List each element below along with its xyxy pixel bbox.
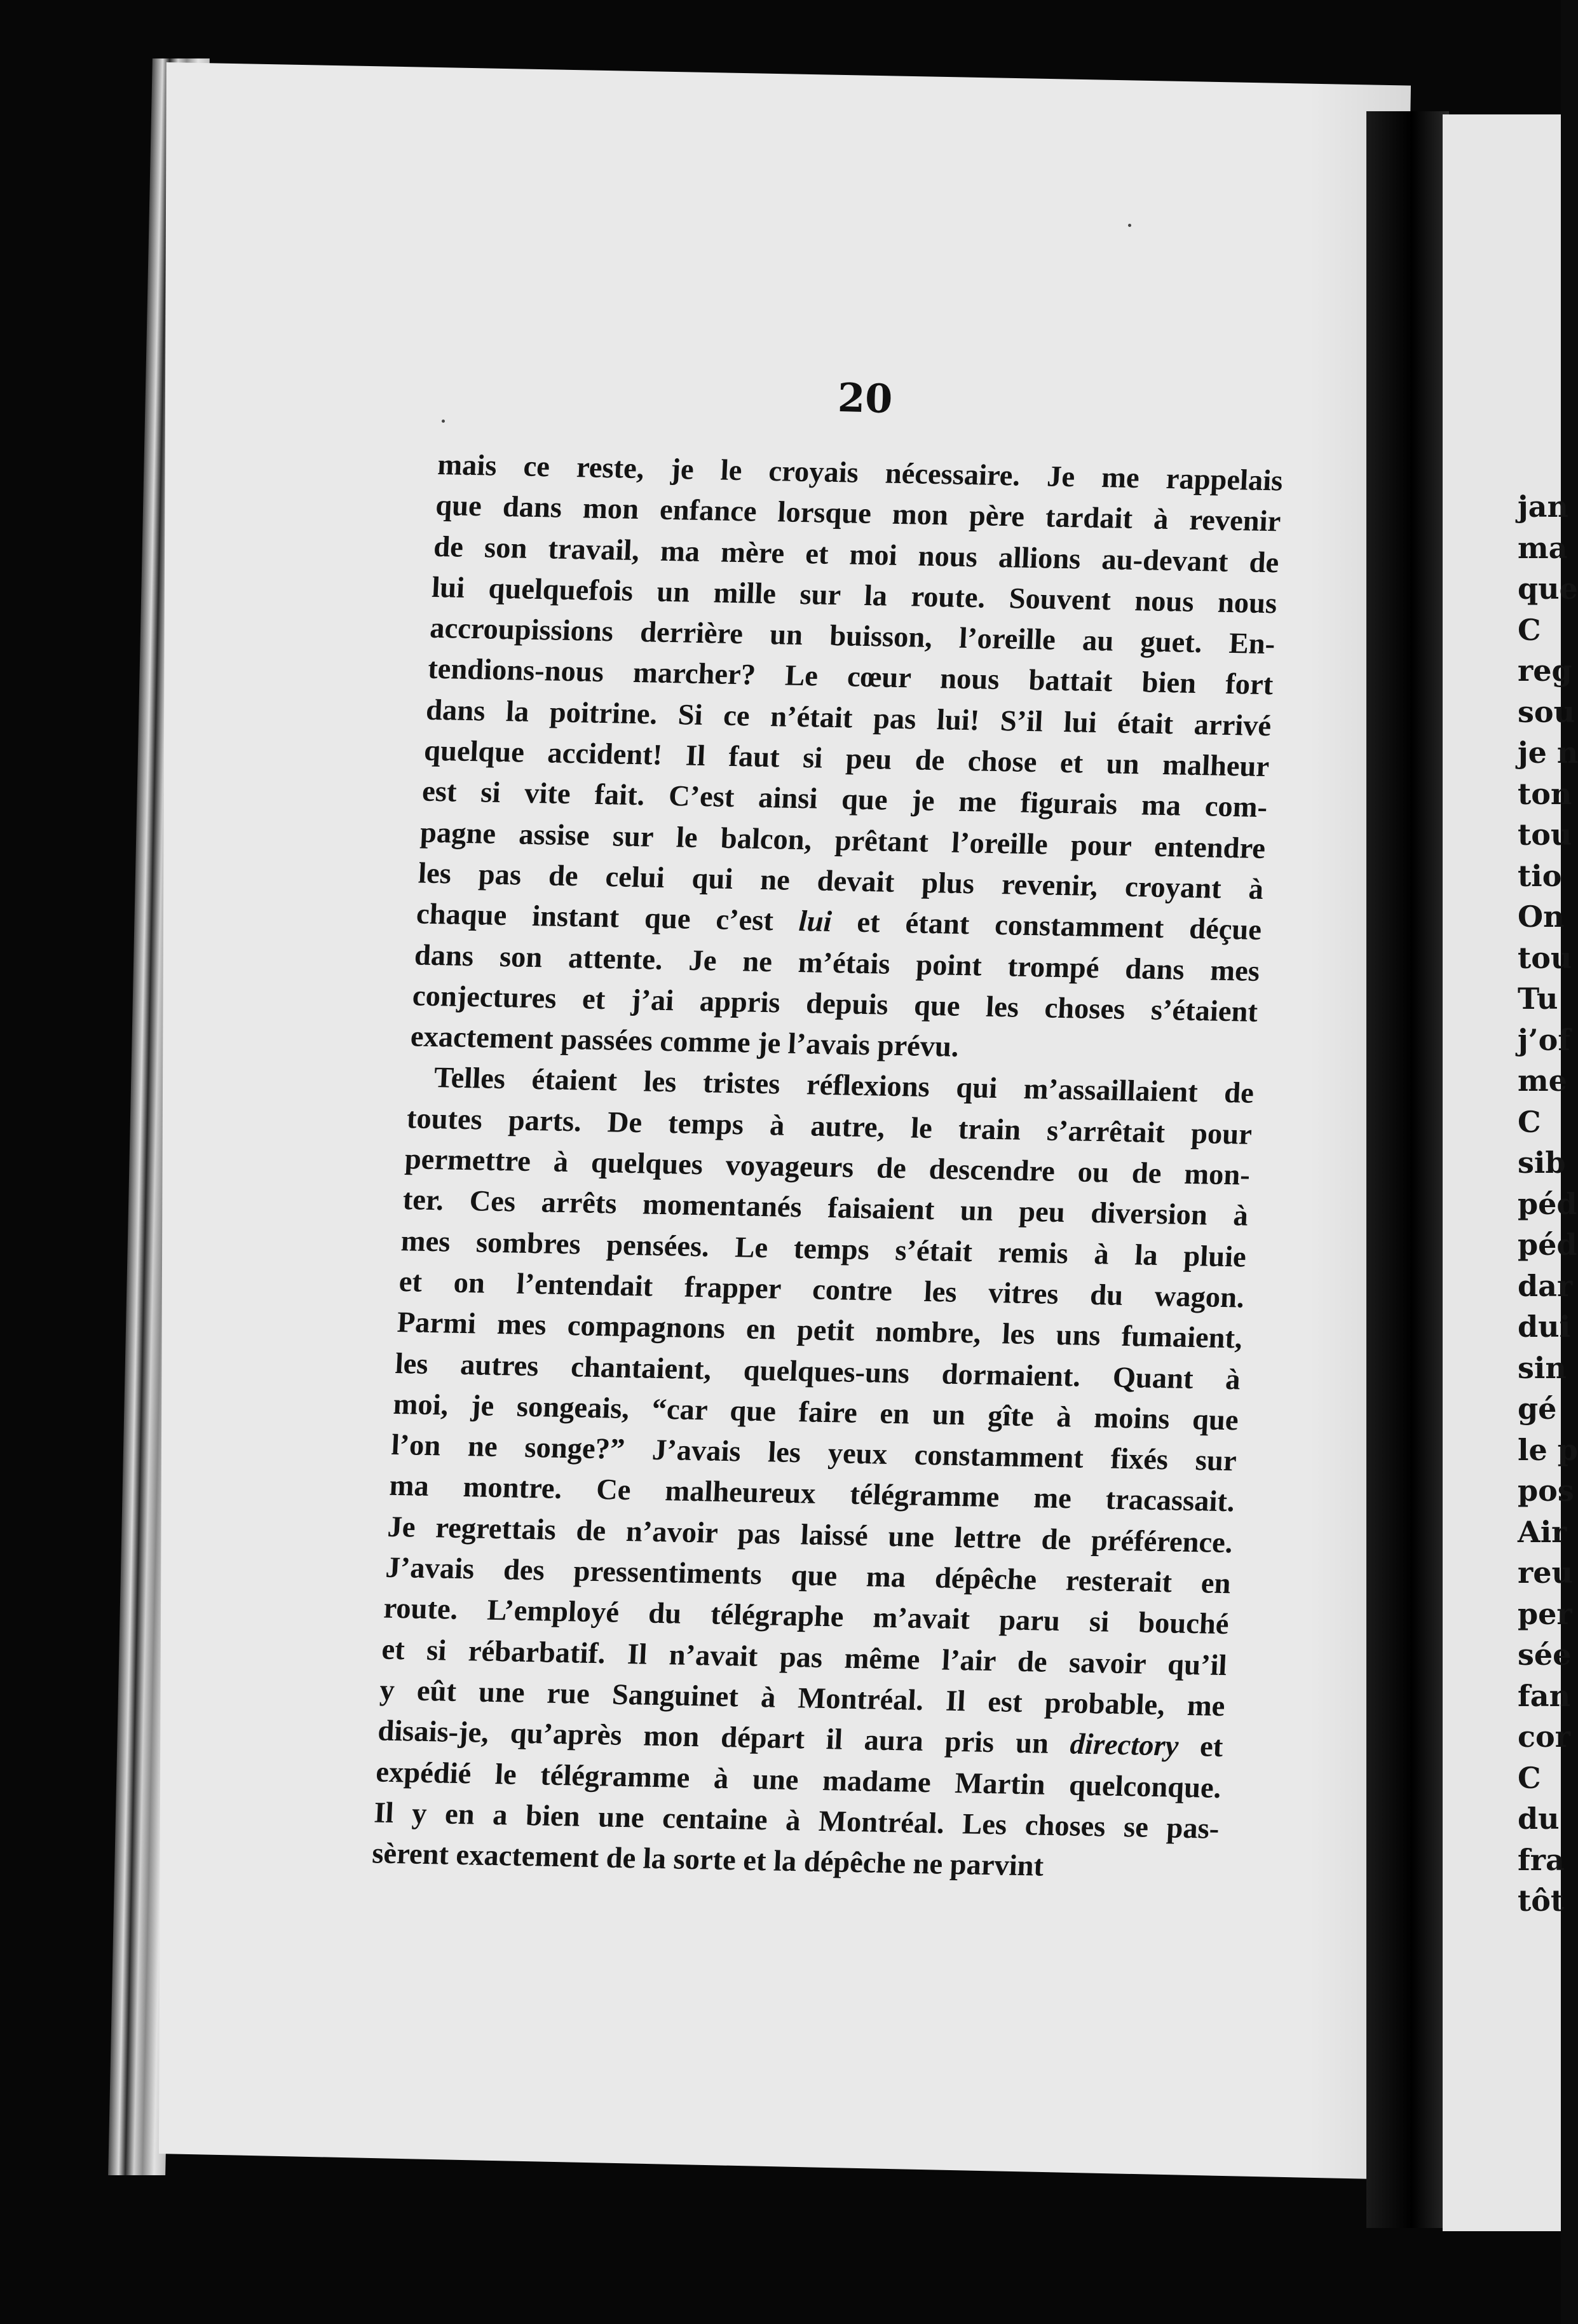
text-line: et on l’entendait frapper contre les vitres du wagon. <box>398 1266 1245 1315</box>
facing-page-line: Tu <box>1518 981 1558 1016</box>
facing-page-line: tôt <box>1518 1883 1565 1918</box>
text-line: les autres chantaient, quelques-uns dormaient. Quant à <box>394 1347 1241 1397</box>
facing-page-line: fan <box>1518 1678 1571 1713</box>
facing-page-line: fra <box>1518 1842 1565 1877</box>
facing-page-line: sin <box>1518 1350 1567 1385</box>
facing-page-line: cor <box>1518 1719 1570 1754</box>
dust-speck <box>442 420 445 423</box>
facing-page-line: que <box>1518 571 1578 606</box>
text-line: les pas de celui qui ne devait plus revenir, croyant à <box>418 857 1265 906</box>
text-line: mes sombres pensées. Le temps s’était remis à la pluie <box>400 1224 1247 1274</box>
text-line: quelque accident! Il faut si peu de chose et un malheur <box>423 734 1270 784</box>
facing-page-line: dui <box>1518 1309 1571 1344</box>
facing-page-line: tou <box>1518 817 1572 852</box>
text-line: l’on ne songe?” J’avais les yeux constamment fixés sur <box>390 1429 1237 1478</box>
text-line: disais-je, qu’après mon départ il aura pris un directory et <box>377 1714 1224 1764</box>
text-line: toutes parts. De temps à autre, le train s’arrêtait pour <box>405 1102 1253 1151</box>
text-line: chaque instant que c’est lui et étant constamment déçue <box>415 898 1263 947</box>
text-line: permettre à quelques voyageurs de descendre ou de mon- <box>404 1143 1251 1192</box>
facing-page-line: sib <box>1518 1145 1566 1180</box>
text-line: route. L’employé du télégraphe m’avait paru si bouché <box>383 1592 1230 1641</box>
facing-page-line: C <box>1518 1104 1541 1139</box>
facing-page-line: On <box>1518 899 1565 934</box>
text-line: exactement passées comme je l’avais prévu. <box>409 1020 960 1064</box>
text-line: et si rébarbatif. Il n’avait pas même l’air de savoir qu’il <box>381 1633 1228 1682</box>
text-line: ter. Ces arrêts momentanés faisaient un peu diversion à <box>402 1184 1249 1233</box>
facing-page-line: Air <box>1518 1514 1567 1549</box>
body-text <box>371 445 1284 1890</box>
facing-page-line: ma <box>1518 530 1568 565</box>
text-line: pagne assise sur le balcon, prêtant l’oreille pour entendre <box>419 816 1267 865</box>
book-gutter <box>1366 111 1449 2228</box>
facing-page-line: reu <box>1518 1555 1573 1590</box>
text-line: accroupissions derrière un buisson, l’oreille au guet. En- <box>429 612 1276 661</box>
page-number: 20 <box>837 374 894 423</box>
facing-page-line: je n <box>1518 735 1578 770</box>
facing-page-line: pos <box>1518 1473 1574 1508</box>
facing-page-line: péd <box>1518 1227 1577 1262</box>
text-line: dans son attente. Je ne m’étais point trompé dans mes <box>413 939 1261 988</box>
facing-page-line: me <box>1518 1063 1567 1098</box>
facing-page-line: gé <box>1518 1391 1557 1426</box>
text-line: Il y en a bien une centaine à Montréal. Les choses se pas- <box>373 1796 1220 1845</box>
facing-page-line: reg <box>1518 653 1572 688</box>
text-line: J’avais des pressentiments que ma dépêche resterait en <box>384 1551 1232 1601</box>
text-line: Parmi mes compagnons en petit nombre, les uns fumaient, <box>396 1306 1243 1355</box>
dust-speck <box>1128 224 1131 227</box>
text-line: est si vite fait. C’est ainsi que je me figurais ma com- <box>421 776 1269 824</box>
facing-page-line: jan <box>1518 489 1568 524</box>
text-line: lui quelquefois un mille sur la route. Souvent nous nous <box>431 571 1278 620</box>
text-line: tendions-nous marcher? Le cœur nous battait bien fort <box>427 653 1274 702</box>
text-line: mais ce reste, je le croyais nécessaire. Je me rappelais <box>437 448 1284 498</box>
facing-page-text <box>1518 486 1578 1922</box>
facing-page-line: ton <box>1518 776 1572 811</box>
facing-page-line: tou <box>1518 940 1572 975</box>
facing-page-line: péd <box>1518 1186 1577 1221</box>
text-line: expédié le télégramme à une madame Martin quelconque. <box>375 1756 1222 1805</box>
text-line: y eût une rue Sanguinet à Montréal. Il est probable, me <box>379 1674 1226 1723</box>
text-line: sèrent exactement de la sorte et la dépêche ne parvint <box>371 1837 1045 1883</box>
facing-page <box>1443 114 1578 2231</box>
facing-page-line: sée <box>1518 1637 1572 1672</box>
text-line: moi, je songeais, “car que faire en un gîte à moins que <box>392 1388 1239 1437</box>
text-line: que dans mon enfance lorsque mon père tardait à revenir <box>435 489 1282 538</box>
facing-page-line: C <box>1518 612 1541 647</box>
facing-page-line: dar <box>1518 1268 1573 1303</box>
text-line: ma montre. Ce malheureux télégramme me tracassait. <box>388 1470 1235 1519</box>
text-line: conjectures et j’ai appris depuis que les choses s’étaient <box>411 980 1259 1029</box>
text-line: dans la poitrine. Si ce n’était pas lui! S’il lui était arrivé <box>425 694 1272 742</box>
facing-page-line: sou <box>1518 694 1575 729</box>
text-line: Je regrettais de n’avoir pas laissé une lettre de préférence. <box>386 1510 1234 1560</box>
facing-page-line: le p <box>1518 1432 1578 1467</box>
facing-page-line: tio <box>1518 858 1562 893</box>
facing-page-line: du <box>1518 1801 1560 1836</box>
text-line: Telles étaient les tristes réflexions qui m’assaillaient de <box>433 1062 1255 1111</box>
facing-page-line: per <box>1518 1596 1572 1631</box>
facing-page-line: C <box>1518 1760 1541 1795</box>
facing-page-line: j’of <box>1518 1022 1571 1057</box>
text-line: de son travail, ma mère et moi nous allions au-devant de <box>433 530 1280 579</box>
